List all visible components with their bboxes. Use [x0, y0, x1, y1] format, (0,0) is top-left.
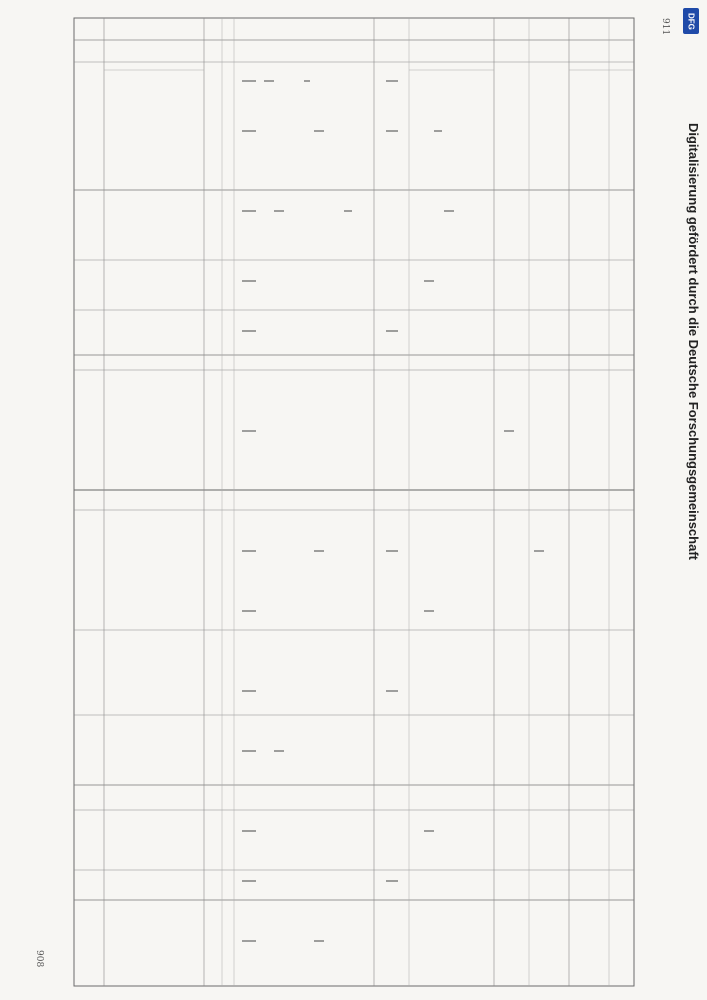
table-grid — [14, 10, 674, 990]
page-number-bottom: 908 — [34, 950, 44, 968]
dfg-logo: DFG — [683, 8, 699, 34]
digitization-notice: Digitalisierung gefördert durch die Deutsche Forschungsgemeinschaft — [686, 122, 701, 560]
digitization-sidebar — [675, 0, 707, 1000]
statistical-table-scan — [14, 10, 674, 990]
page-number-top: 911 — [660, 18, 670, 36]
